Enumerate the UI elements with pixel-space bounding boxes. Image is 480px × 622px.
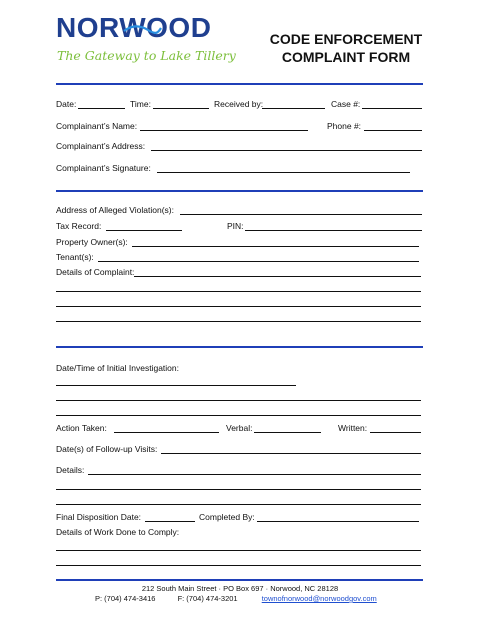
blank-line[interactable]	[56, 291, 421, 292]
verbal-label: Verbal:	[226, 423, 253, 433]
page-title	[246, 31, 446, 65]
blank-line[interactable]	[56, 489, 421, 490]
blank-line[interactable]	[56, 565, 421, 566]
footer-fax: F: (704) 474-3201	[177, 594, 238, 603]
footer-email-link[interactable]: townofnorwood@norwoodgov.com	[261, 594, 377, 603]
case-number-field[interactable]	[362, 108, 422, 109]
divider	[56, 579, 423, 581]
phone-label: Phone #:	[327, 121, 362, 131]
blank-line[interactable]	[56, 504, 421, 505]
completed-by-field[interactable]	[257, 521, 419, 522]
details-field[interactable]	[88, 474, 421, 475]
initial-investigation-field[interactable]	[56, 385, 296, 386]
divider	[56, 190, 423, 192]
time-field[interactable]	[153, 108, 209, 109]
final-disposition-label: Final Disposition Date:	[56, 512, 142, 522]
title-line-2: COMPLAINT FORM	[281, 49, 411, 65]
action-taken-label: Action Taken:	[56, 423, 107, 433]
date-label: Date:	[56, 99, 77, 109]
pin-label: PIN:	[227, 221, 244, 231]
followup-field[interactable]	[161, 453, 421, 454]
phone-field[interactable]	[364, 130, 422, 131]
case-number-label: Case #:	[331, 99, 361, 109]
tax-record-label: Tax Record:	[56, 221, 102, 231]
time-label: Time:	[130, 99, 151, 109]
work-done-label: Details of Work Done to Comply:	[56, 527, 180, 537]
details-complaint-field[interactable]	[134, 276, 421, 277]
initial-investigation-label: Date/Time of Initial Investigation:	[56, 363, 179, 373]
property-owners-field[interactable]	[132, 246, 419, 247]
received-by-label: Received by:	[214, 99, 264, 109]
tax-record-field[interactable]	[106, 230, 182, 231]
pin-field[interactable]	[245, 230, 422, 231]
followup-label: Date(s) of Follow-up Visits:	[56, 444, 158, 454]
final-disposition-field[interactable]	[145, 521, 195, 522]
blank-line[interactable]	[56, 306, 421, 307]
divider	[56, 346, 423, 348]
complainant-name-label: Complainant’s Name:	[56, 121, 138, 131]
blank-line[interactable]	[56, 321, 421, 322]
blank-line[interactable]	[56, 550, 421, 551]
completed-by-label: Completed By:	[199, 512, 255, 522]
property-owners-label: Property Owner(s):	[56, 237, 128, 247]
complainant-signature-label: Complainant’s Signature:	[56, 163, 151, 173]
footer-address: 212 South Main Street · PO Box 697 · Norwood, NC 28128	[141, 584, 339, 593]
wave-icon	[122, 23, 162, 35]
action-taken-field[interactable]	[114, 432, 219, 433]
violation-address-field[interactable]	[180, 214, 422, 215]
logo	[56, 12, 211, 44]
tagline: The Gateway to Lake Tillery	[57, 48, 236, 63]
footer-contact	[95, 594, 377, 603]
divider	[56, 83, 423, 85]
title-line-1: CODE ENFORCEMENT	[269, 31, 423, 47]
blank-line[interactable]	[56, 415, 421, 416]
tenants-label: Tenant(s):	[56, 252, 94, 262]
logo-wordmark: NORWOOD	[56, 12, 212, 43]
complainant-address-label: Complainant’s Address:	[56, 141, 146, 151]
date-field[interactable]	[78, 108, 125, 109]
details-complaint-label: Details of Complaint:	[56, 267, 135, 277]
written-label: Written:	[338, 423, 368, 433]
written-field[interactable]	[370, 432, 421, 433]
tenants-field[interactable]	[98, 261, 419, 262]
complainant-address-field[interactable]	[151, 150, 422, 151]
complainant-name-field[interactable]	[140, 130, 308, 131]
blank-line[interactable]	[56, 400, 421, 401]
violation-address-label: Address of Alleged Violation(s):	[56, 205, 174, 215]
verbal-field[interactable]	[254, 432, 321, 433]
footer-phone: P: (704) 474-3416	[95, 594, 156, 603]
complainant-signature-field[interactable]	[157, 172, 410, 173]
details-label: Details:	[56, 465, 85, 475]
received-by-field[interactable]	[262, 108, 325, 109]
